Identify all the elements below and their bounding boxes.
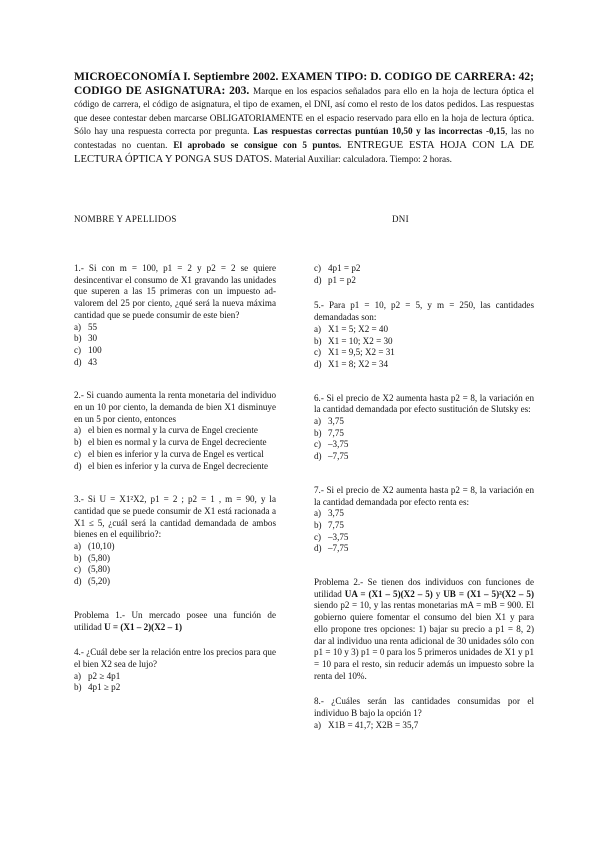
problem-1-formula: U = (X1 – 2)(X2 – 1)	[104, 621, 182, 632]
option: d) –7,75	[314, 543, 349, 554]
question-8-options	[314, 720, 534, 732]
option: b) 4p1 ≥ p2	[74, 682, 121, 693]
question-4-options-cont	[314, 263, 534, 286]
option: d) 43	[74, 356, 98, 367]
problem-2-and: y	[435, 588, 441, 599]
question-6: 6.- Si el precio de X2 aumenta hasta p2 = 8, la variación en la cantidad demandada por efecto sustitución de Slutsky es:	[314, 392, 534, 415]
option: b) 30	[74, 333, 98, 344]
option: c) –3,75	[314, 439, 349, 450]
exam-materials: Material Auxiliar: calculadora. Tiempo: 2 horas.	[274, 153, 452, 164]
option: c) 100	[74, 344, 102, 355]
exam-pass-note: El aprobado se consigue con 5 puntos.	[173, 139, 342, 150]
option: b) 7,75	[314, 519, 344, 530]
option: b) 7,75	[314, 427, 344, 438]
option: a) 3,75	[314, 508, 344, 519]
option: a) X1 = 5; X2 = 40	[314, 323, 389, 334]
question-7: 7.- Si el precio de X2 aumenta hasta p2 = 8, la variación en la cantidad demandada por efecto renta es:	[314, 484, 534, 507]
question-8: 8.- ¿Cuáles serán las cantidades consumidas por el individuo B bajo la opción 1?	[314, 696, 534, 719]
exam-instructions: Marque en los espacios señalados para ello en la hoja de lectura óptica el código de carrera, el código de asignatura, el tipo de examen, el DNI, así como el resto de los datos pedidos. Las respuestas que desee contestar deben marcarse OBLIGATORIAMENTE en el espacio reservado para ello en la hoja de lectura óptica. Sólo hay una respuesta correcta por pregunta.	[74, 85, 534, 137]
question-4-options	[74, 671, 276, 694]
question-5: 5.- Para p1 = 10, p2 = 5, y m = 250, las cantidades demandadas son:	[314, 300, 534, 323]
exam-delivery-note: ENTREGUE ESTA HOJA CON LA DE LECTURA ÓPTICA Y PONGA SUS DATOS.	[74, 139, 534, 165]
exam-header	[74, 71, 534, 166]
question-4: 4.- ¿Cuál debe ser la relación entre los precios para que el bien X2 sea de lujo?	[74, 647, 276, 669]
question-6-options	[314, 416, 534, 463]
exam-scoring-tail: , las no contestadas no cuentan.	[74, 126, 534, 150]
problem-1-text: Un mercado posee una función de utilidad	[74, 609, 277, 632]
option: d) X1 = 8; X2 = 34	[314, 358, 389, 369]
option: a) 55	[74, 321, 98, 332]
question-7-options	[314, 508, 534, 555]
problem-2-label: Problema 2.-	[314, 577, 364, 588]
option: c) 4p1 = p2	[314, 263, 361, 273]
question-2: 2.- Si cuando aumenta la renta monetaria del individuo en un 10 por ciento, la demanda de bien X1 disminuye en un 5 por ciento, entonces	[74, 390, 276, 424]
name-row	[74, 214, 534, 224]
option: b) X1 = 10; X2 = 30	[314, 335, 393, 346]
question-3: 3.- Si U = X1²X2, p1 = 2 ; p2 = 1 , m = 90, y la cantidad que se puede consumir de X1 está racionada a X1 ≤ 5, ¿cuál será la cantidad demandada de ambos bienes en el equilibrio?:	[74, 494, 276, 540]
option: c) el bien es inferior y la curva de Engel es vertical	[74, 448, 264, 459]
option: b) el bien es normal y la curva de Engel decreciente	[74, 437, 267, 448]
problem-2-formula-a: UA = (X1 – 5)(X2 – 5)	[344, 588, 433, 599]
option: d) (5,20)	[74, 576, 110, 587]
right-column	[314, 263, 534, 732]
option: d) p1 = p2	[314, 274, 356, 285]
problem-1-label: Problema 1.-	[74, 609, 126, 620]
option: a) (10,10)	[74, 541, 115, 552]
problem-2	[314, 577, 534, 682]
question-3-options	[74, 541, 276, 588]
option: a) el bien es normal y la curva de Engel creciente	[74, 425, 258, 436]
exam-scoring: Las respuestas correctas puntúan 10,50 y las incorrectas -0,15	[253, 126, 506, 137]
dni-label: DNI	[392, 214, 409, 224]
option: d) el bien es inferior y la curva de Engel decreciente	[74, 460, 269, 471]
option: d) –7,75	[314, 451, 349, 462]
question-2-options	[74, 425, 276, 472]
question-1-options	[74, 322, 276, 369]
exam-title: MICROECONOMÍA I. Septiembre 2002. EXAMEN TIPO: D. CODIGO DE CARRERA: 42; CODIGO DE ASIGNATURA: 203.	[74, 71, 534, 97]
name-label: NOMBRE Y APELLIDOS	[74, 214, 177, 224]
problem-1	[74, 610, 276, 633]
problem-2-text: Se tienen dos individuos con funciones de utilidad	[314, 577, 534, 599]
question-1: 1.- Si con m = 100, p1 = 2 y p2 = 2 se quiere desincentivar el consumo de X1 gravando las unidades que superen a las 15 primeras con un impuesto ad-valorem del 25 por ciento, ¿qué será la nueva máxima cantidad que se puede consumir de este bien?	[74, 263, 276, 320]
option: c) –3,75	[314, 531, 349, 542]
option: c) X1 = 9,5; X2 = 31	[314, 347, 395, 358]
left-column	[74, 263, 276, 694]
option: a) p2 ≥ 4p1	[74, 670, 121, 681]
problem-2-rest: siendo p2 = 10, y las rentas monetarias mA = mB = 900. El gobierno quiere fomentar el consumo del bien X1 y para ello propone tres opciones: 1) bajar su precio a p1 = 8, 2) dar al individuo una renta adicional de 30 unidades sólo con p1 = 10 y 3) p1 = 0 para los 5 primeros unidades de X1 y p1 = 10 para el resto, sin reducir además un impuesto sobre la renta del 10%.	[314, 600, 534, 681]
option: b) (5,80)	[74, 552, 110, 563]
problem-2-formula-b: UB = (X1 – 5)²(X2 – 5)	[443, 588, 534, 599]
option: a) X1B = 41,7; X2B = 35,7	[314, 719, 419, 730]
option: c) (5,80)	[74, 564, 110, 575]
question-5-options	[314, 324, 534, 371]
option: a) 3,75	[314, 416, 344, 427]
